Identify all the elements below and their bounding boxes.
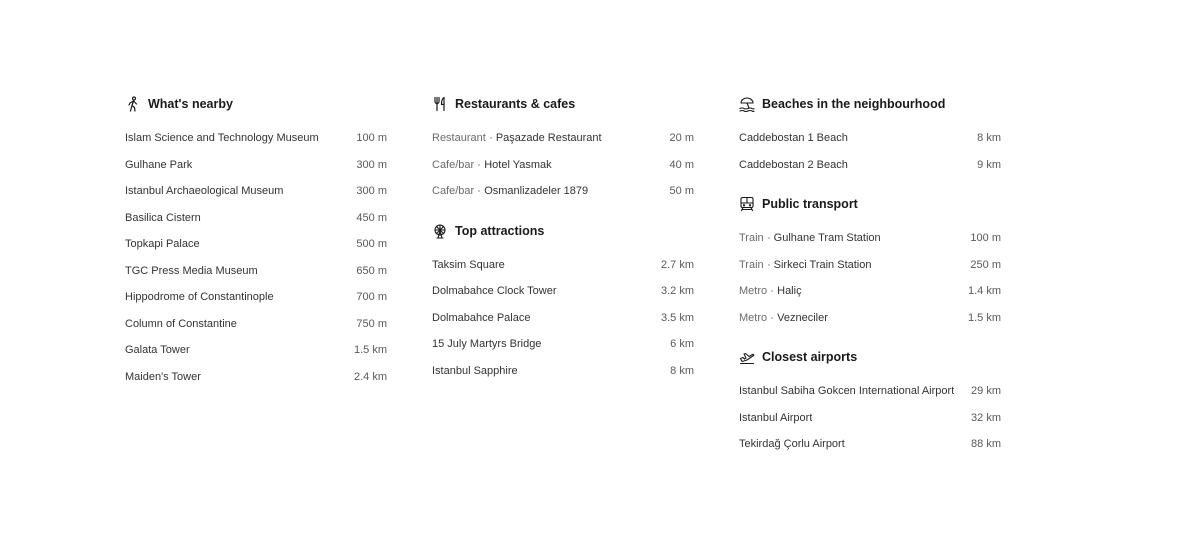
list-item-category: Cafe/bar — [432, 158, 475, 171]
separator-dot — [771, 317, 773, 319]
list-item-label — [125, 291, 274, 303]
list-item-label — [739, 312, 828, 324]
section-title: Restaurants & cafes — [455, 97, 576, 111]
list-item — [125, 125, 387, 152]
list-item-distance: 1.4 km — [967, 285, 1001, 298]
separator-dot — [771, 290, 773, 292]
list-item-name: Topkapi Palace — [125, 238, 200, 251]
section-title: What's nearby — [148, 97, 233, 111]
section-restaurants-cafes — [432, 92, 694, 205]
section-top-attractions — [432, 219, 694, 385]
list-item-name: Istanbul Sapphire — [432, 364, 518, 377]
list-item-name: Sirkeci Train Station — [773, 258, 872, 271]
list-item-name: Osmanlizadeler 1879 — [484, 185, 589, 198]
list-item-distance: 700 m — [356, 291, 387, 304]
list-item-distance: 40 m — [669, 158, 694, 171]
list-item-label — [125, 159, 192, 171]
list-item-name: Paşazade Restaurant — [495, 132, 602, 145]
list-item-distance: 250 m — [970, 258, 1001, 271]
list-item-category: Restaurant — [432, 132, 486, 145]
column-2 — [432, 92, 694, 472]
list-item-name: Galata Tower — [125, 344, 190, 357]
list-item-name: Gulhane Park — [125, 158, 193, 171]
list-item-name: Caddebostan 2 Beach — [739, 158, 848, 171]
list-item-name: Maiden's Tower — [125, 370, 201, 383]
list-item — [739, 431, 1001, 458]
list-item-name: Vezneciler — [777, 311, 828, 324]
beach-umbrella-icon — [739, 96, 755, 112]
list-item — [432, 125, 694, 152]
list — [739, 125, 1001, 178]
section-header — [739, 192, 1001, 216]
list-item-distance: 6 km — [670, 338, 694, 351]
list-item-distance: 450 m — [356, 211, 387, 224]
list-item — [739, 378, 1001, 405]
airplane-icon — [739, 349, 755, 365]
list-item-distance: 3.5 km — [660, 311, 694, 324]
section-title: Public transport — [762, 197, 858, 211]
list-item-distance: 300 m — [356, 185, 387, 198]
list-item — [432, 331, 694, 358]
list — [125, 125, 387, 390]
list-item-category: Metro — [739, 311, 768, 324]
person-walking-icon — [125, 96, 141, 112]
section-header — [739, 345, 1001, 369]
list-item — [125, 178, 387, 205]
list-item — [125, 205, 387, 232]
list-item-distance: 8 km — [977, 132, 1001, 145]
separator-dot — [478, 190, 480, 192]
train-icon — [739, 196, 755, 212]
separator-dot — [490, 137, 492, 139]
list-item-distance: 20 m — [669, 132, 694, 145]
list — [739, 225, 1001, 331]
list-item-label — [739, 259, 871, 271]
list-item-name: Haliç — [777, 285, 802, 298]
list-item — [739, 125, 1001, 152]
list-item-name: Istanbul Airport — [739, 411, 813, 424]
section-header — [125, 92, 387, 116]
list-item-distance: 88 km — [971, 438, 1001, 451]
list-item-name: Istanbul Archaeological Museum — [125, 185, 284, 198]
list-item-distance: 3.2 km — [660, 285, 694, 298]
list-item — [739, 405, 1001, 432]
list-item-label — [432, 312, 530, 324]
separator-dot — [768, 237, 770, 239]
list-item-distance: 32 km — [971, 411, 1001, 424]
list-item — [432, 278, 694, 305]
list-item-name: Hippodrome of Constantinople — [125, 291, 274, 304]
section-header — [432, 219, 694, 243]
list-item-label — [739, 132, 848, 144]
list-item-label — [739, 232, 881, 244]
list — [432, 125, 694, 205]
list-item-distance: 2.7 km — [660, 258, 694, 271]
list-item-name: Hotel Yasmak — [484, 158, 552, 171]
list-item — [125, 231, 387, 258]
list-item — [739, 278, 1001, 305]
list-item-name: Column of Constantine — [125, 317, 237, 330]
list-item-distance: 650 m — [356, 264, 387, 277]
list-item-label — [739, 438, 845, 450]
fork-knife-icon — [432, 96, 448, 112]
list-item-name: Basilica Cistern — [125, 211, 201, 224]
list-item-label — [432, 159, 552, 171]
section-whats-nearby — [125, 92, 387, 390]
section-title: Closest airports — [762, 350, 858, 364]
section-closest-airports — [739, 345, 1001, 458]
list-item — [432, 252, 694, 279]
list-item — [432, 305, 694, 332]
list-item-label — [125, 212, 201, 224]
list-item-distance: 29 km — [971, 385, 1001, 398]
list-item — [125, 364, 387, 391]
list-item-label — [432, 365, 518, 377]
list-item-name: Caddebostan 1 Beach — [739, 132, 848, 145]
list-item-name: Islam Science and Technology Museum — [125, 132, 319, 145]
list-item-category: Metro — [739, 285, 768, 298]
section-header — [432, 92, 694, 116]
column-1 — [125, 92, 387, 472]
list-item-distance: 1.5 km — [353, 344, 387, 357]
list-item-label — [125, 371, 201, 383]
list-item-name: Gulhane Tram Station — [773, 232, 881, 245]
list-item — [125, 284, 387, 311]
list-item-label — [739, 159, 848, 171]
list-item-category: Train — [739, 258, 764, 271]
column-3 — [739, 92, 1001, 472]
list-item-label — [739, 385, 954, 397]
list-item-name: Dolmabahce Clock Tower — [432, 285, 557, 298]
list-item-distance: 8 km — [670, 364, 694, 377]
list — [432, 252, 694, 385]
ferris-wheel-icon — [432, 223, 448, 239]
list-item-label — [125, 265, 258, 277]
list-item-label — [125, 132, 319, 144]
list-item-name: Taksim Square — [432, 258, 505, 271]
separator-dot — [478, 164, 480, 166]
list-item-label — [125, 238, 200, 250]
list-item-distance: 2.4 km — [353, 370, 387, 383]
list-item-label — [739, 412, 812, 424]
list-item-label — [125, 344, 190, 356]
list-item — [125, 152, 387, 179]
list-item-label — [739, 285, 802, 297]
section-header — [739, 92, 1001, 116]
list-item-distance: 750 m — [356, 317, 387, 330]
list-item-name: 15 July Martyrs Bridge — [432, 338, 542, 351]
list-item-category: Train — [739, 232, 764, 245]
list-item-label — [125, 318, 237, 330]
list-item — [739, 225, 1001, 252]
list-item — [739, 305, 1001, 332]
section-title: Beaches in the neighbourhood — [762, 97, 946, 111]
list-item — [125, 337, 387, 364]
list-item-distance: 50 m — [669, 185, 694, 198]
list-item-distance: 100 m — [970, 232, 1001, 245]
list-item-distance: 300 m — [356, 158, 387, 171]
list-item-distance: 100 m — [356, 132, 387, 145]
list-item — [432, 178, 694, 205]
list-item-name: Tekirdağ Çorlu Airport — [739, 438, 845, 451]
list-item — [125, 311, 387, 338]
surroundings-panel — [125, 92, 1001, 472]
list-item-name: TGC Press Media Museum — [125, 264, 258, 277]
list-item-category: Cafe/bar — [432, 185, 475, 198]
list-item-label — [432, 185, 588, 197]
list-item-label — [432, 338, 541, 350]
list — [739, 378, 1001, 458]
list-item-label — [125, 185, 283, 197]
list-item-name: Dolmabahce Palace — [432, 311, 531, 324]
list-item — [125, 258, 387, 285]
list-item-name: Istanbul Sabiha Gokcen International Airport — [739, 385, 955, 398]
list-item-distance: 500 m — [356, 238, 387, 251]
section-beaches — [739, 92, 1001, 178]
list-item-distance: 1.5 km — [967, 311, 1001, 324]
section-title: Top attractions — [455, 223, 545, 238]
list-item-label — [432, 285, 557, 297]
section-public-transport — [739, 192, 1001, 331]
list-item — [739, 252, 1001, 279]
list-item-distance: 9 km — [977, 158, 1001, 171]
list-item-label — [432, 259, 505, 271]
list-item-label — [432, 132, 602, 144]
separator-dot — [768, 264, 770, 266]
list-item — [432, 358, 694, 385]
list-item — [432, 152, 694, 179]
list-item — [739, 152, 1001, 179]
